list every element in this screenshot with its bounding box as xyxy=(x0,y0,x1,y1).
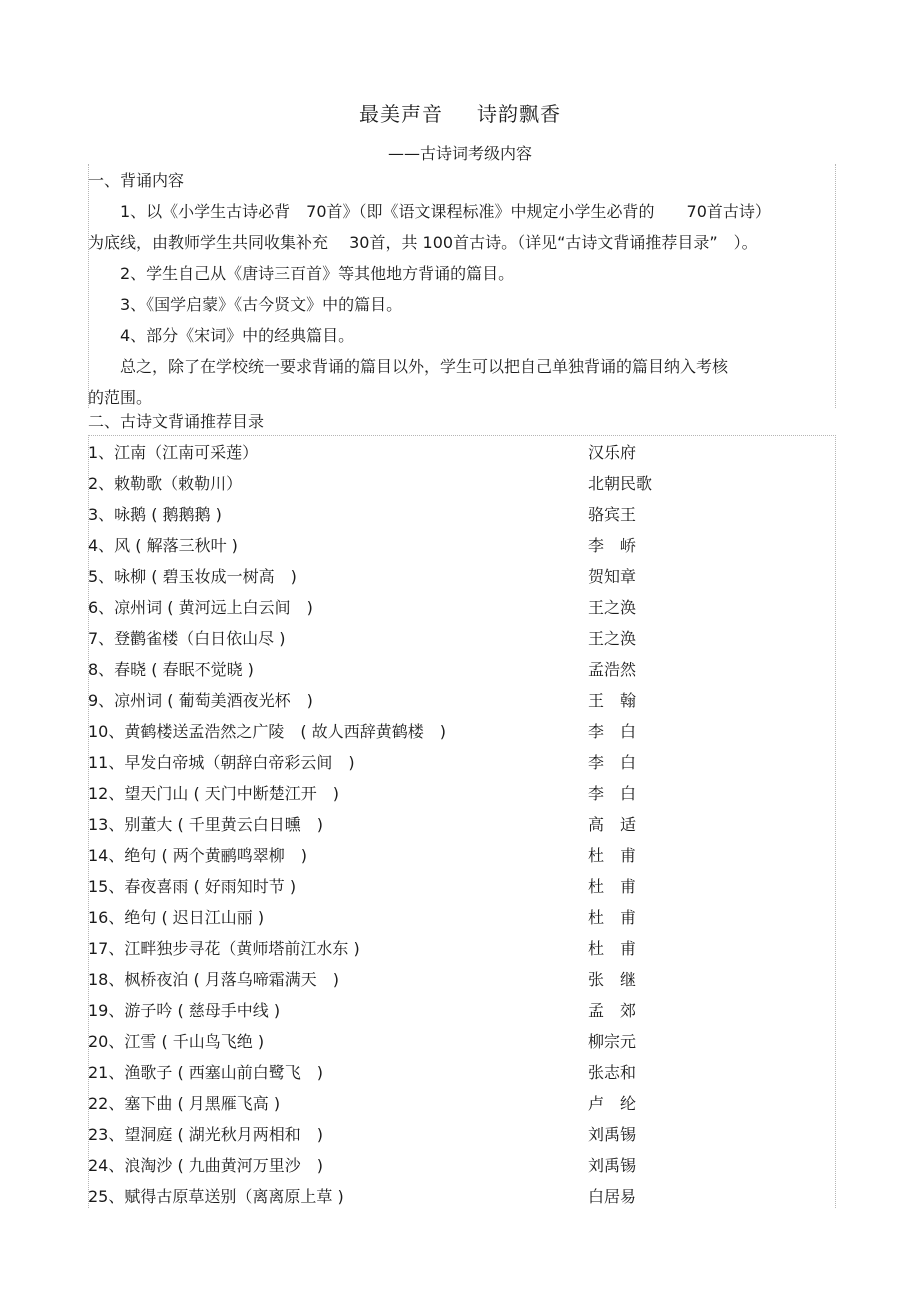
poem-author: 王之涣 xyxy=(588,629,637,648)
poem-title: 17、江畔独步寻花（黄师塔前江水东 ) xyxy=(88,939,360,958)
poem-author: 卢 纶 xyxy=(588,1094,637,1113)
poem-title: 7、登鹳雀楼（白日依山尽 ) xyxy=(88,629,286,648)
section2-heading: 二、古诗文背诵推荐目录 xyxy=(88,412,265,431)
list-item xyxy=(88,1185,834,1216)
poem-title: 22、塞下曲 ( 月黑雁飞高 ) xyxy=(88,1094,281,1113)
list-item xyxy=(88,1030,834,1061)
list-item xyxy=(88,503,834,534)
title-part-2: 诗韵飘香 xyxy=(477,102,561,126)
poem-author: 张 继 xyxy=(588,970,637,989)
list-item xyxy=(88,937,834,968)
page-title xyxy=(0,98,920,127)
list-item xyxy=(88,689,834,720)
poem-title: 23、望洞庭 ( 湖光秋月两相和 ) xyxy=(88,1125,324,1144)
list-item xyxy=(88,1123,834,1154)
poem-author: 高 适 xyxy=(588,815,637,834)
poem-author: 刘禹锡 xyxy=(588,1125,637,1144)
section1-item1-line1: 1、以《小学生古诗必背 70首》（即《语文课程标准》中规定小学生必背的 70首古诗） xyxy=(120,202,771,221)
list-item xyxy=(88,534,834,565)
section1-item1-line2: 为底线，由教师学生共同收集补充 30首，共 100首古诗。（详见“古诗文背诵推荐目录” ）。 xyxy=(88,233,758,252)
poem-author: 王之涣 xyxy=(588,598,637,617)
list-item xyxy=(88,813,834,844)
poem-author: 骆宾王 xyxy=(588,505,637,524)
section1-heading: 一、背诵内容 xyxy=(88,171,185,190)
list-item xyxy=(88,565,834,596)
section1-summary-line2: 的范围。 xyxy=(88,388,153,407)
poem-title: 8、春晓 ( 春眠不觉晓 ) xyxy=(88,660,254,679)
poem-author: 柳宗元 xyxy=(588,1032,637,1051)
list-item xyxy=(88,999,834,1030)
list-item xyxy=(88,1154,834,1185)
poem-title: 15、春夜喜雨 ( 好雨知时节 ) xyxy=(88,877,297,896)
poem-author: 李 白 xyxy=(588,722,637,741)
poem-title: 5、咏柳 ( 碧玉妆成一树高 ) xyxy=(88,567,297,586)
page-subtitle: ——古诗词考级内容 xyxy=(387,144,532,163)
list-item xyxy=(88,658,834,689)
poem-title: 19、游子吟 ( 慈母手中线 ) xyxy=(88,1001,281,1020)
poem-title: 6、凉州词 ( 黄河远上白云间 ) xyxy=(88,598,313,617)
poem-title: 14、绝句 ( 两个黄鹂鸣翠柳 ) xyxy=(88,846,308,865)
poem-author: 杜 甫 xyxy=(588,877,637,896)
poem-title: 12、望天门山 ( 天门中断楚江开 ) xyxy=(88,784,340,803)
poem-title: 9、凉州词 ( 葡萄美酒夜光杯 ) xyxy=(88,691,313,710)
section1-item3: 3、《国学启蒙》《古今贤文》中的篇目。 xyxy=(120,295,403,314)
poem-author: 杜 甫 xyxy=(588,908,637,927)
title-part-1: 最美声音 xyxy=(359,102,443,126)
poem-title: 21、渔歌子 ( 西塞山前白鹭飞 ) xyxy=(88,1063,324,1082)
poem-author: 杜 甫 xyxy=(588,846,637,865)
list-item xyxy=(88,844,834,875)
poem-list xyxy=(88,441,834,1216)
list-item xyxy=(88,968,834,999)
poem-title: 25、赋得古原草送别（离离原上草 ) xyxy=(88,1187,344,1206)
poem-title: 13、别董大 ( 千里黄云白日曛 ) xyxy=(88,815,324,834)
poem-title: 1、江南（江南可采莲） xyxy=(88,443,259,462)
poem-title: 4、风 ( 解落三秋叶 ) xyxy=(88,536,238,555)
poem-author: 王 翰 xyxy=(588,691,637,710)
section1-summary-line1: 总之，除了在学校统一要求背诵的篇目以外，学生可以把自己单独背诵的篇目纳入考核 xyxy=(120,357,729,376)
list-item xyxy=(88,472,834,503)
poem-author: 李 峤 xyxy=(588,536,637,555)
list-item xyxy=(88,1061,834,1092)
poem-author: 李 白 xyxy=(588,753,637,772)
poem-title: 2、敕勒歌（敕勒川） xyxy=(88,474,243,493)
section1-item2: 2、学生自己从《唐诗三百首》等其他地方背诵的篇目。 xyxy=(120,264,515,283)
poem-author: 北朝民歌 xyxy=(588,474,653,493)
poem-author: 白居易 xyxy=(588,1187,637,1206)
poem-title: 18、枫桥夜泊 ( 月落乌啼霜满天 ) xyxy=(88,970,340,989)
poem-title: 24、浪淘沙 ( 九曲黄河万里沙 ) xyxy=(88,1156,324,1175)
poem-title: 11、早发白帝城（朝辞白帝彩云间 ) xyxy=(88,753,355,772)
section1-item4: 4、部分《宋词》中的经典篇目。 xyxy=(120,326,355,345)
poem-title: 10、黄鹤楼送孟浩然之广陵 ( 故人西辞黄鹤楼 ) xyxy=(88,722,446,741)
list-item xyxy=(88,441,834,472)
poem-title: 20、江雪 ( 千山鸟飞绝 ) xyxy=(88,1032,265,1051)
poem-author: 杜 甫 xyxy=(588,939,637,958)
list-item xyxy=(88,596,834,627)
poem-author: 张志和 xyxy=(588,1063,637,1082)
list-item xyxy=(88,627,834,658)
list-item xyxy=(88,720,834,751)
list-item xyxy=(88,875,834,906)
list-item xyxy=(88,906,834,937)
poem-title: 16、绝句 ( 迟日江山丽 ) xyxy=(88,908,265,927)
poem-author: 贺知章 xyxy=(588,567,637,586)
poem-author: 刘禹锡 xyxy=(588,1156,637,1175)
poem-author: 李 白 xyxy=(588,784,637,803)
list-item xyxy=(88,751,834,782)
poem-title: 3、咏鹅 ( 鹅鹅鹅 ) xyxy=(88,505,222,524)
list-item xyxy=(88,1092,834,1123)
poem-author: 汉乐府 xyxy=(588,443,637,462)
poem-author: 孟 郊 xyxy=(588,1001,637,1020)
poem-author: 孟浩然 xyxy=(588,660,637,679)
list-item xyxy=(88,782,834,813)
